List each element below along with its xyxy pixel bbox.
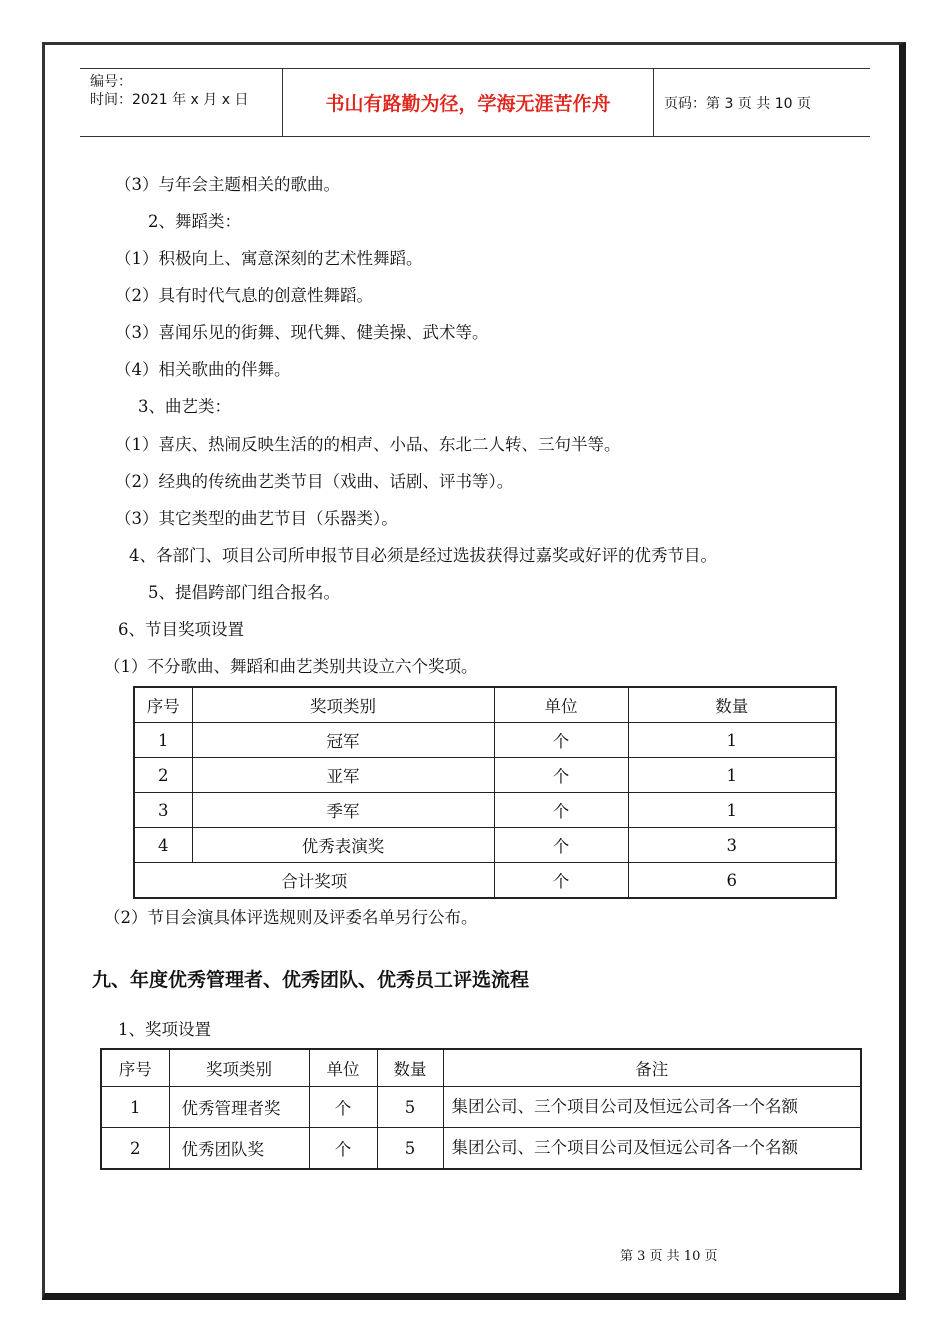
- table-cell: 3: [628, 828, 836, 863]
- table-cell: 3: [134, 793, 192, 828]
- table-cell: 1: [134, 723, 192, 758]
- table-row: [101, 1087, 861, 1128]
- number-label: 编号：: [90, 74, 132, 90]
- table-header-row: [101, 1049, 861, 1087]
- table-cell: 冠军: [192, 723, 494, 758]
- time-label: 时间：2021 年 x 月 x 日: [90, 92, 249, 108]
- table-cell: 个: [494, 723, 628, 758]
- award-table-employees: [100, 1048, 862, 1170]
- table-total-row: [134, 863, 836, 899]
- table-cell: 个: [494, 793, 628, 828]
- text-line: （2）节目会演具体评选规则及评委名单另行公布。: [104, 908, 478, 927]
- table-cell: 1: [628, 723, 836, 758]
- table-cell: 个: [309, 1128, 377, 1170]
- text-line: 2、舞蹈类：: [148, 212, 241, 231]
- table-cell: 优秀管理者奖: [169, 1087, 309, 1128]
- header-left: [80, 69, 282, 136]
- table-header-cell: 备注: [443, 1049, 861, 1087]
- table-row: [134, 828, 836, 863]
- table-row: [134, 723, 836, 758]
- page-footer: 第 3 页 共 10 页: [620, 1249, 718, 1264]
- text-line: （1）积极向上、寓意深刻的艺术性舞蹈。: [115, 249, 423, 268]
- text-line: （1）喜庆、热闹反映生活的的相声、小品、东北二人转、三句半等。: [115, 435, 621, 454]
- header-page-label: 页码：第 3 页 共 10 页: [664, 95, 811, 112]
- table-header-cell: 序号: [101, 1049, 169, 1087]
- page-header: [80, 68, 870, 137]
- table-header-cell: 奖项类别: [192, 687, 494, 723]
- table-cell: 1: [628, 793, 836, 828]
- table-cell: 个: [494, 863, 628, 899]
- table-cell: 个: [309, 1087, 377, 1128]
- table-cell: 5: [377, 1128, 443, 1170]
- table-cell: 亚军: [192, 758, 494, 793]
- table-row: [134, 758, 836, 793]
- table-cell: 季军: [192, 793, 494, 828]
- section-heading: 九、年度优秀管理者、优秀团队、优秀员工评选流程: [92, 969, 530, 991]
- text-line: 3、曲艺类：: [138, 397, 231, 416]
- table-cell: 2: [134, 758, 192, 793]
- table-cell: 合计奖项: [134, 863, 494, 899]
- text-line: （4）相关歌曲的伴舞。: [115, 360, 291, 379]
- table-cell: 2: [101, 1128, 169, 1170]
- table-cell: 1: [101, 1087, 169, 1128]
- subheading: 1、奖项设置: [118, 1020, 211, 1039]
- award-table-programs: [133, 686, 837, 899]
- header-motto: 书山有路勤为径，学海无涯苦作舟: [282, 69, 654, 136]
- table-cell: 1: [628, 758, 836, 793]
- text-line: 5、提倡跨部门组合报名。: [148, 583, 340, 602]
- table-cell: 4: [134, 828, 192, 863]
- text-line: 6、节目奖项设置: [118, 620, 244, 639]
- table-header-cell: 序号: [134, 687, 192, 723]
- table-cell: 个: [494, 758, 628, 793]
- text-line: （2）经典的传统曲艺类节目（戏曲、话剧、评书等）。: [115, 472, 514, 491]
- table-header-row: [134, 687, 836, 723]
- text-line: （2）具有时代气息的创意性舞蹈。: [115, 286, 373, 305]
- table-header-cell: 单位: [494, 687, 628, 723]
- table-header-cell: 奖项类别: [169, 1049, 309, 1087]
- table-header-cell: 单位: [309, 1049, 377, 1087]
- text-line: （3）喜闻乐见的街舞、现代舞、健美操、武术等。: [115, 323, 489, 342]
- table-row: [134, 793, 836, 828]
- text-line: （1）不分歌曲、舞蹈和曲艺类别共设立六个奖项。: [104, 657, 478, 676]
- table-header-cell: 数量: [377, 1049, 443, 1087]
- text-line: （3）与年会主题相关的歌曲。: [115, 175, 340, 194]
- table-header-cell: 数量: [628, 687, 836, 723]
- table-cell: 优秀表演奖: [192, 828, 494, 863]
- table-cell: 集团公司、三个项目公司及恒远公司各一个名额: [443, 1087, 861, 1128]
- table-cell: 5: [377, 1087, 443, 1128]
- table-cell: 优秀团队奖: [169, 1128, 309, 1170]
- table-cell: 6: [628, 863, 836, 899]
- table-cell: 集团公司、三个项目公司及恒远公司各一个名额: [443, 1128, 861, 1170]
- table-row: [101, 1128, 861, 1170]
- text-line: （3）其它类型的曲艺节目（乐器类）。: [115, 509, 398, 528]
- text-line: 4、各部门、项目公司所申报节目必须是经过选拔获得过嘉奖或好评的优秀节目。: [129, 546, 717, 565]
- table-cell: 个: [494, 828, 628, 863]
